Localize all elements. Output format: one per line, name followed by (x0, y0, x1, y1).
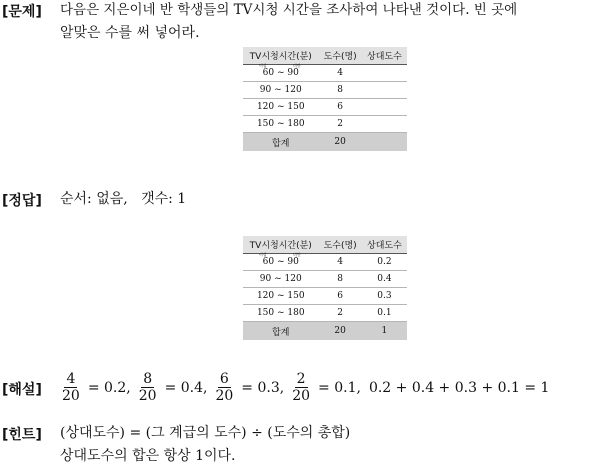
col-header-relative-frequency: 상대도수 (362, 236, 407, 254)
answer-frequency-table (243, 236, 407, 340)
total-row (243, 133, 407, 152)
fraction-numerator: 8 (143, 371, 153, 387)
range-cell: 90 ~ 120 (243, 82, 319, 99)
hint-label: [힌트] (2, 427, 42, 443)
fraction (60, 371, 82, 404)
fraction-numerator: 4 (66, 371, 76, 387)
problem-label: [문제] (2, 4, 42, 20)
frequency-cell: 8 (319, 82, 362, 99)
total-frequency: 20 (319, 133, 362, 152)
fraction-denominator: 20 (138, 388, 157, 404)
range-sup-exclusive: 미만 (293, 252, 301, 257)
table-row (243, 65, 407, 82)
table-row (243, 82, 407, 99)
fraction (213, 371, 235, 404)
relative-frequency-cell (362, 82, 407, 99)
fraction-result: = 0.3, (241, 379, 285, 396)
relative-frequency-cell: 0.4 (362, 271, 407, 288)
col-header-time: TV시청시간(분) (243, 236, 319, 254)
col-header-frequency: 도수(명) (319, 236, 362, 254)
range-cell: 120 ~ 150 (243, 99, 319, 116)
table-row (243, 116, 407, 133)
fraction (290, 371, 312, 404)
col-header-time: TV시청시간(분) (243, 47, 319, 65)
range-sup-inclusive: 이상 (259, 63, 267, 68)
table-row (243, 271, 407, 288)
answer-text: 순서: 없음, 갯수: 1 (60, 191, 187, 207)
sum-equation: 0.2 + 0.4 + 0.3 + 0.1 = 1 (368, 379, 550, 396)
relative-frequency-cell (362, 116, 407, 133)
col-header-relative-frequency: 상대도수 (362, 47, 407, 65)
answer-label: [정답] (2, 193, 42, 209)
fraction-numerator: 2 (296, 371, 306, 387)
relative-frequency-cell: 0.3 (362, 288, 407, 305)
range-sup-inclusive: 이상 (259, 252, 267, 257)
fraction (137, 371, 159, 404)
total-label: 합계 (243, 322, 319, 341)
relative-frequency-cell: 0.1 (362, 305, 407, 322)
relative-frequency-cell (362, 99, 407, 116)
table-row (243, 288, 407, 305)
explanation-math (58, 371, 553, 404)
range-cell: 90 ~ 120 (243, 271, 319, 288)
range-cell: 120 ~ 150 (243, 288, 319, 305)
fraction-denominator: 20 (215, 388, 234, 404)
fraction-result: = 0.2, (87, 379, 131, 396)
table-row (243, 305, 407, 322)
col-header-frequency: 도수(명) (319, 47, 362, 65)
table-row (243, 99, 407, 116)
range-cell: 150 ~ 180 (243, 116, 319, 133)
range-cell: 60 ~ 90 이상 미만 (243, 65, 319, 82)
frequency-cell: 6 (319, 99, 362, 116)
frequency-cell: 2 (319, 305, 362, 322)
frequency-cell: 6 (319, 288, 362, 305)
fraction-result: = 0.4, (164, 379, 208, 396)
relative-frequency-cell (362, 65, 407, 82)
frequency-cell: 4 (319, 65, 362, 82)
range-sup-exclusive: 미만 (293, 63, 301, 68)
problem-frequency-table (243, 47, 407, 151)
total-relative-frequency: 1 (362, 322, 407, 341)
table-row (243, 254, 407, 271)
fraction-denominator: 20 (292, 388, 311, 404)
fraction-result: = 0.1, (318, 379, 361, 396)
total-relative-frequency (362, 133, 407, 152)
hint-formula: (상대도수) = (그 계급의 도수) ÷ (도수의 총합) (60, 425, 351, 441)
range-cell: 150 ~ 180 (243, 305, 319, 322)
problem-text-line2: 알맞은 수를 써 넣어라. (60, 25, 200, 41)
fraction-numerator: 6 (219, 371, 229, 387)
relative-frequency-cell: 0.2 (362, 254, 407, 271)
problem-text-line1: 다음은 지은이네 반 학생들의 TV시청 시간을 조사하여 나타낸 것이다. 빈 곳에 (60, 2, 518, 18)
fraction-denominator: 20 (62, 388, 80, 404)
hint-note: 상대도수의 합은 항상 1이다. (60, 448, 236, 464)
frequency-cell: 4 (319, 254, 362, 271)
total-label: 합계 (243, 133, 319, 152)
frequency-cell: 2 (319, 116, 362, 133)
explanation-label: [해설] (2, 382, 42, 398)
total-row (243, 322, 407, 341)
total-frequency: 20 (319, 322, 362, 341)
frequency-cell: 8 (319, 271, 362, 288)
range-cell: 60 ~ 90 이상 미만 (243, 254, 319, 271)
